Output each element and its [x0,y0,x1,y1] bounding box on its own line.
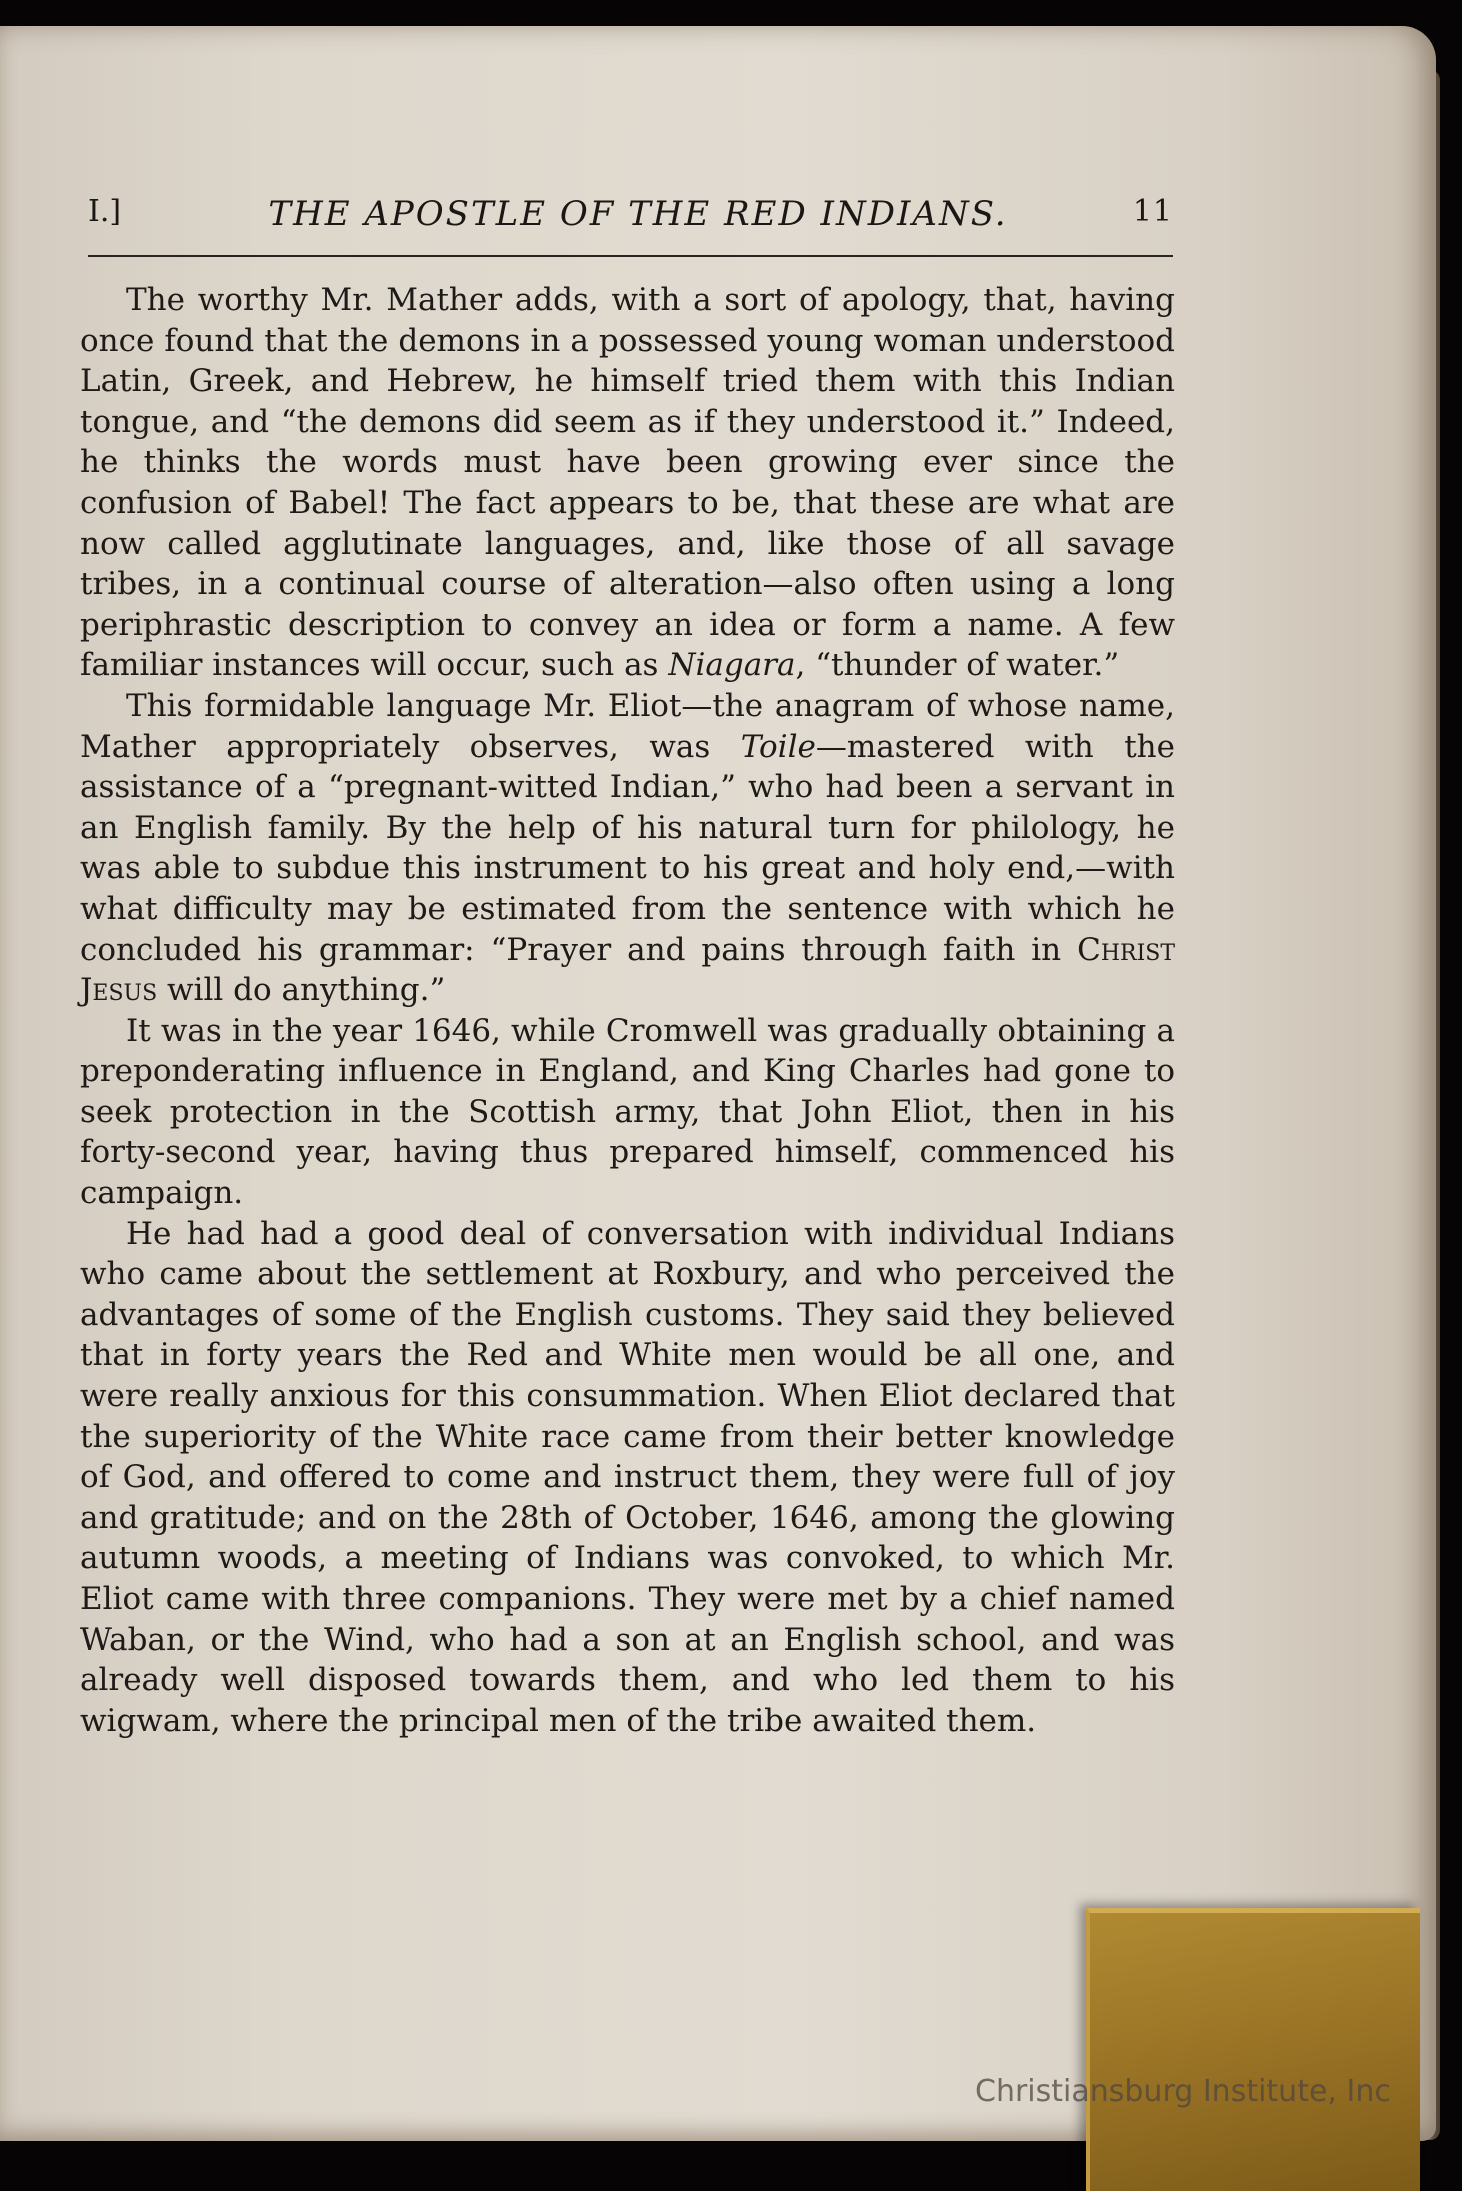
paragraph-text: This formidable language Mr. Eliot—the anagram of whose name, Mather appropriately observes, was [80,687,1175,765]
running-title: THE APOSTLE OF THE RED INDIANS. [268,194,1008,234]
chapter-number: I.] [88,194,122,229]
paragraph-text: will do anything.” [157,972,446,1009]
body-text [80,280,1175,1741]
paragraph-text: —mastered with the assistance of a “pregnant-witted Indian,” who had been a servant in an English family. By the help of his natural turn for philology, he was able to subdue this instrument to his great and holy end,—with what difficulty may be estimated from the sentence with which he concluded his grammar: “Prayer and pains through faith in [80,728,1175,968]
watermark: Christiansburg Institute, Inc [975,2074,1391,2109]
header-rule [88,255,1173,257]
paragraph-text: The worthy Mr. Mather adds, with a sort of apology, that, having once found that the demons in a possessed young woman understood Latin, Greek, and Hebrew, he himself tried them with this Indian tongue, and “the demons did seem as if they understood it.” Indeed, he thinks the words must have been growing ever since the confusion of Babel! The fact appears to be, that these are what are now called agglutinate languages, and, like those of all savage tribes, in a continual course of alteration—also often using a long periphrastic description to convey an idea or form a name. A few familiar instances will occur, such as [80,282,1175,684]
paragraph [80,280,1175,686]
gold-block [1086,1908,1420,2191]
paragraph: He had had a good deal of conversation with individual Indians who came about the settlement at Roxbury, and who perceived the advantages of some of the English customs. They said they believed that in forty years the Red and White men would be all one, and were really anxious for this consummation. When Eliot declared that the superiority of the White race came from their better knowledge of God, and offered to come and instruct them, they were full of joy and gratitude; and on the 28th of October, 1646, among the glowing autumn woods, a meeting of Indians was convoked, to which Mr. Eliot came with three companions. They were met by a chief named Waban, or the Wind, who had a son at an English school, and was already well disposed towards them, and who led them to his wigwam, where the principal men of the tribe awaited them. [80,1215,1175,1739]
italic-term: Toile [740,728,816,765]
small-caps-term: Christ Jesus [80,931,1175,1009]
running-header [88,190,1173,240]
page-number: 11 [1132,194,1173,229]
italic-term: Niagara [668,647,796,684]
paragraph [80,686,1175,1011]
paragraph-text: , “thunder of water.” [795,647,1120,684]
paragraph: It was in the year 1646, while Cromwell was gradually obtaining a preponderating influence in England, and King Charles had gone to seek protection in the Scottish army, that John Eliot, then in his forty-second year, having thus prepared himself, commenced his campaign. [80,1012,1175,1212]
